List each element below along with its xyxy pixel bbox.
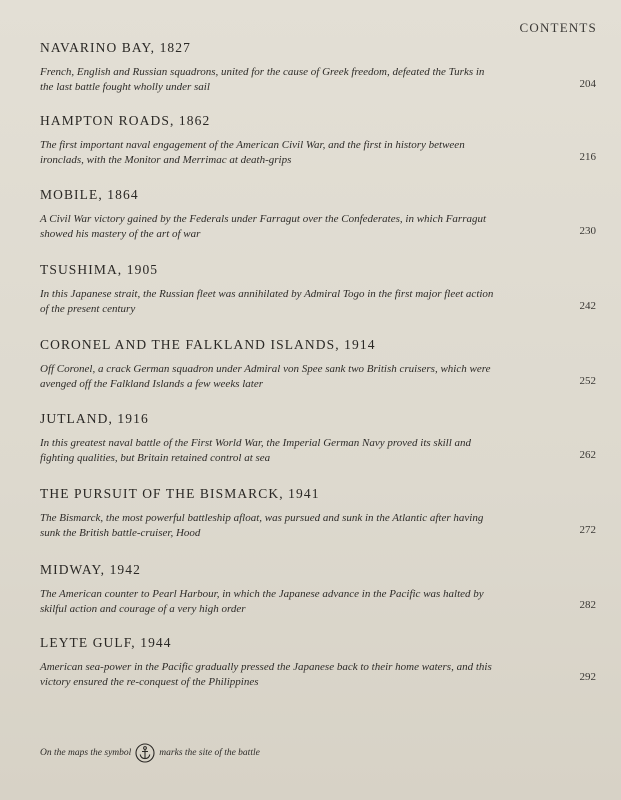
entry-description: In this Japanese strait, the Russian fleet was annihilated by Admiral Togo in the first major fleet action of the present century [40,288,494,315]
entry-description: In this greatest naval battle of the First World War, the Imperial German Navy proved its skill and fighting qualities, but Britain retained control at sea [40,437,472,464]
entry-description: Off Coronel, a crack German squadron under Admiral von Spee sank two British cruisers, which were avenged off the Falkland Islands a few weeks later [40,363,491,390]
entry-description: French, English and Russian squadrons, united for the cause of Greek freedom, defeated the Turks in the last battle fought wholly under sail [40,66,485,93]
entry-page-number: 272 [579,524,596,536]
entry-description: A Civil War victory gained by the Federals under Farragut over the Confederates, in which Farragut showed his mastery of the art of war [40,213,487,240]
map-symbol-note [40,743,260,763]
entry-title: MOBILE, 1864 [40,187,139,202]
entry-page-number: 204 [579,78,596,90]
entry-title: HAMPTON ROADS, 1862 [40,113,211,128]
page-header: CONTENTS [519,20,597,35]
entry-title: CORONEL AND THE FALKLAND ISLANDS, 1914 [40,337,376,352]
entry-description: The Bismarck, the most powerful battleship afloat, was pursued and sunk in the Atlantic after having sunk the British battle-cruiser, Hood [40,512,484,539]
toc-entry-navarino [40,40,596,94]
entry-page-number: 216 [579,151,596,163]
entry-page-number: 292 [579,671,596,683]
toc-entry-tsushima [40,262,596,316]
toc-entry-leyte-gulf [40,635,596,689]
entry-page-number: 242 [579,300,596,312]
anchor-icon [135,743,155,763]
entry-page-number: 262 [579,449,596,461]
entry-title: JUTLAND, 1916 [40,411,149,426]
toc-entry-bismarck [40,486,596,540]
entry-title: LEYTE GULF, 1944 [40,635,172,650]
note-text-before: On the maps the symbol [40,748,132,758]
toc-entry-mobile [40,187,596,241]
entry-description: The first important naval engagement of the American Civil War, and the first in history between ironclads, with the Monitor and Merrimac at death-grips [40,139,465,166]
entry-description: American sea-power in the Pacific gradually pressed the Japanese back to their home waters, and this victory ensured the re-conquest of the Philippines [40,661,492,688]
toc-entry-midway [40,562,596,616]
toc-entry-hampton-roads [40,113,596,167]
entry-description: The American counter to Pearl Harbour, in which the Japanese advance in the Pacific was halted by skilful action and courage of a very high order [40,588,484,615]
note-text-after: marks the site of the battle [159,748,260,758]
entry-title: THE PURSUIT OF THE BISMARCK, 1941 [40,486,320,501]
toc-entry-coronel-falklands [40,337,596,391]
entry-title: TSUSHIMA, 1905 [40,262,159,277]
toc-entry-jutland [40,411,596,465]
entry-title: MIDWAY, 1942 [40,562,141,577]
entry-page-number: 230 [579,225,596,237]
entry-page-number: 282 [579,599,596,611]
entry-page-number: 252 [579,375,596,387]
entry-title: NAVARINO BAY, 1827 [40,40,191,55]
